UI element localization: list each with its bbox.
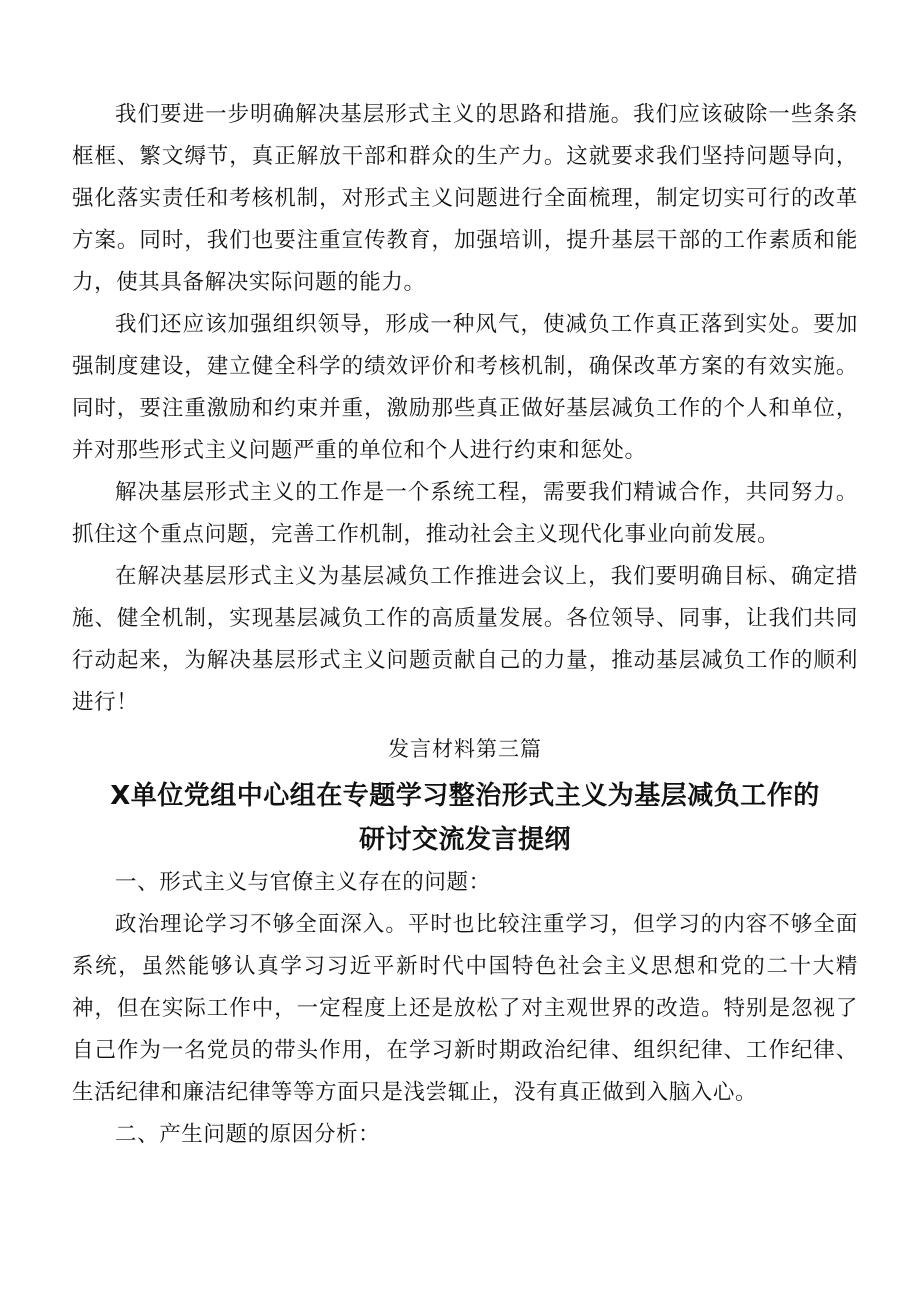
paragraph-conclusion: 在解决基层形式主义为基层减负工作推进会议上，我们要明确目标、确定措施、健全机制，实现基层减负工作的高质量发展。各位领导、同事，让我们共同行动起来，为解决基层形式主义问题贡献自己的力量，推动基层减负工作的顺利进行！ [72, 564, 858, 715]
heading-causes: 二、产生问题的原因分析： [115, 1122, 381, 1147]
paragraph-theory-study: 政治理论学习不够全面深入。平时也比较注重学习，但学习的内容不够全面系统，虽然能够认真学习习近平新时代中国特色社会主义思想和党的二十大精神，但在实际工作中，一定程度上还是放松了对主观世界的改造。特别是忽视了自己作为一名党员的带头作用，在学习新时期政治纪律、组织纪律、工作纪律、生活纪律和廉洁纪律等等方面只是浅尝辄止，没有真正做到入脑入心。 [72, 912, 858, 1105]
document-body [72, 94, 858, 1156]
paragraph-approach: 我们要进一步明确解决基层形式主义的思路和措施。我们应该破除一些条条框框、繁文缛节，真正解放干部和群众的生产力。这就要求我们坚持问题导向，强化落实责任和考核机制，对形式主义问题进行全面梳理，制定切实可行的改革方案。同时，我们也要注重宣传教育，加强培训，提升基层干部的工作素质和能力，使其具备解决实际问题的能力。 [72, 102, 858, 295]
document-title: X单位党组中心组在专题学习整治形式主义为基层减负工作的研讨交流发言提纲 [110, 781, 820, 855]
paragraph-leadership: 我们还应该加强组织领导，形成一种风气，使减负工作真正落到实处。要加强制度建设，建立健全科学的绩效评价和考核机制，确保改革方案的有效实施。同时，要注重激励和约束并重，激励那些真正做好基层减负工作的个人和单位，并对那些形式主义问题严重的单位和个人进行约束和惩处。 [72, 312, 858, 463]
paragraph-system-project: 解决基层形式主义的工作是一个系统工程，需要我们精诚合作，共同努力。抓住这个重点问题，完善工作机制，推动社会主义现代化事业向前发展。 [72, 480, 858, 547]
heading-problems: 一、形式主义与官僚主义存在的问题： [115, 870, 491, 895]
section-label: 发言材料第三篇 [388, 737, 542, 761]
